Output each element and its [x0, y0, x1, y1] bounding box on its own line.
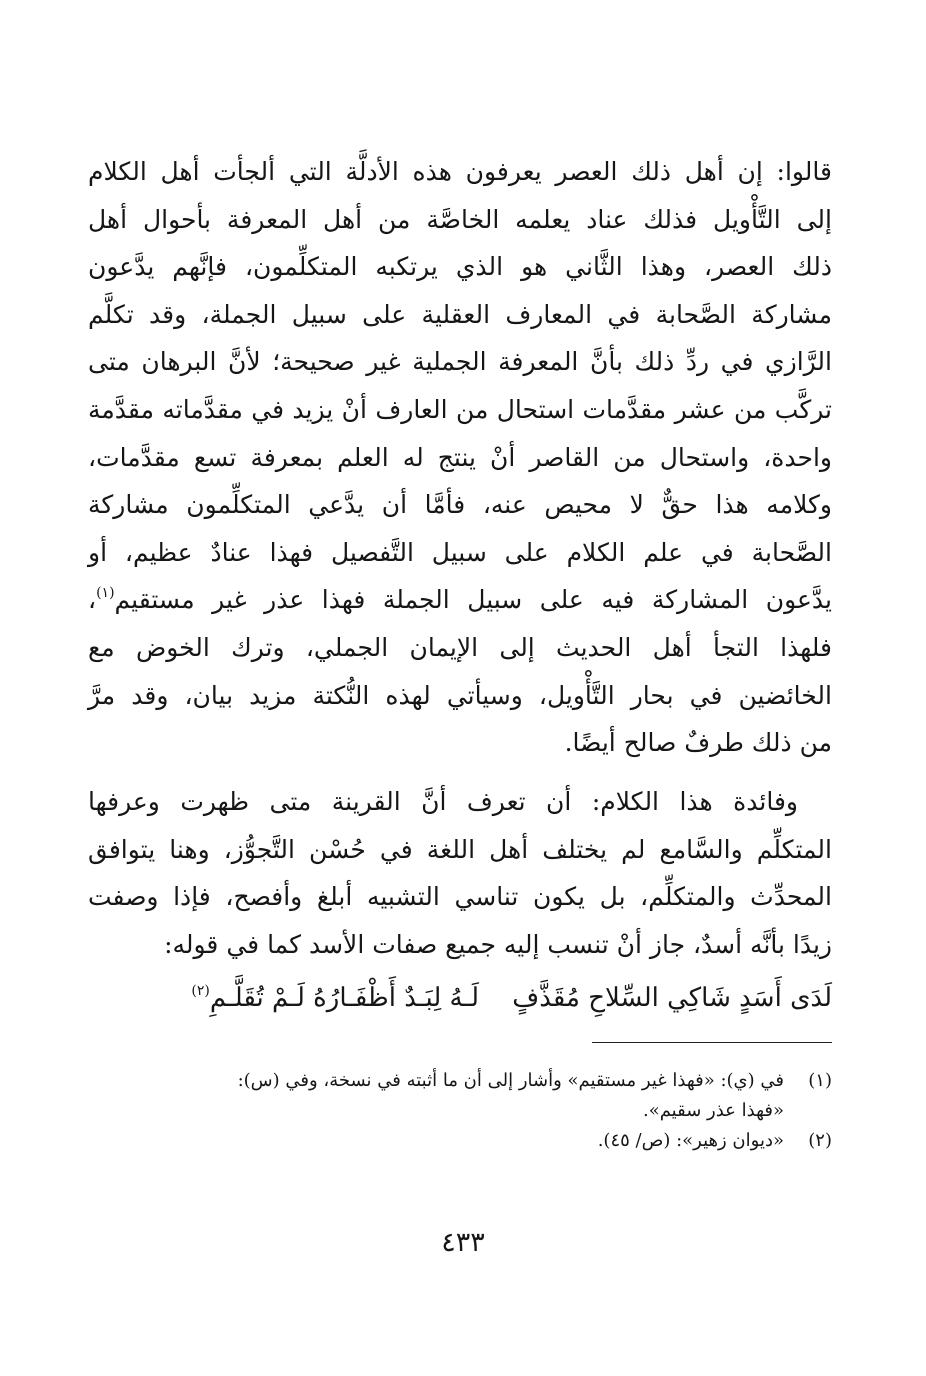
text-line: الخائضين في بحار التَّأْويل، وسيأتي لهذه النُّكتة مزيد بيان، وقد مرَّ: [88, 680, 832, 710]
verse-first-hemistich: لَدَى أَسَدٍ شَاكِي السِّلاحِ مُقَذَّفٍ: [512, 983, 832, 1013]
text-line: زيدًا بأنَّه أسدٌ، جاز أنْ تنسب إليه جميع صفات الأسد كما في قوله:: [164, 929, 832, 959]
punctuation: ،: [88, 585, 97, 615]
verse-second-hemistich-group: [191, 968, 479, 1028]
body-paragraph-2: [88, 778, 832, 968]
text-line: واحدة، واستحال من القاصر أنْ ينتج له العلم بمعرفة تسع مقدَّمات،: [88, 442, 832, 472]
footnote-text-line: «فهذا عذر سقيم».: [642, 1100, 784, 1121]
footnote-1: [88, 1066, 832, 1126]
text-line-with-footnote: [88, 576, 832, 624]
verse-second-hemistich: لَـهُ لِبَـدٌ أَظْفَـارُهُ لَـمْ تُقَلَّـمِ: [209, 983, 479, 1013]
footnote-reference-2[interactable]: (٢): [191, 983, 210, 999]
text-line: ذلك العصر، وهذا الثَّاني هو الذي يرتكبه المتكلِّمون، فإنَّهم يدَّعون: [88, 252, 832, 282]
footnote-number: (١): [808, 1070, 832, 1091]
text-line: إلى التَّأْويل فذلك عناد يعلمه الخاصَّة من أهل المعرفة بأحوال أهل: [88, 204, 832, 234]
footnote-2: [88, 1126, 832, 1156]
poetry-verse: [88, 968, 832, 1028]
text-line: وفائدة هذا الكلام: أن تعرف أنَّ القرينة متى ظهرت وعرفها: [88, 787, 798, 816]
footnote-separator: [592, 1042, 832, 1043]
text-line: مشاركة الصَّحابة في المعارف العقلية على سبيل الجملة، وقد تكلَّم: [88, 299, 832, 329]
text-line: وكلامه هذا حقٌّ لا محيص عنه، فأمَّا أن يدَّعي المتكلِّمون مشاركة: [88, 490, 832, 520]
footnote-reference-1[interactable]: (١): [96, 585, 115, 602]
text-line: المتكلِّم والسَّامع لم يختلف أهل اللغة في حُسْن التَّجوُّز، وهنا يتوافق: [88, 834, 832, 864]
text-line: الرَّازي في ردِّ ذلك بأنَّ المعرفة الجملية غير صحيحة؛ لأنَّ البرهان متى: [88, 347, 832, 377]
footnote-number: (٢): [808, 1130, 832, 1151]
text-line: المحدِّث والمتكلِّم، بل يكون تناسي التشبيه أبلغ وأفصح، فإذا وصفت: [88, 882, 832, 912]
text-line: فلهذا التجأ أهل الحديث إلى الإيمان الجملي، وترك الخوض مع: [88, 632, 832, 662]
text-line: من ذلك طرفٌ صالح أيضًا.: [564, 728, 832, 758]
footnotes-section: [88, 1066, 832, 1156]
text-line: يدَّعون المشاركة فيه على سبيل الجملة فهذا عذر غير مستقيم: [114, 585, 832, 615]
footnote-text-line: في (ي): «فهذا غير مستقيم» وأشار إلى أن ما أثبته في نسخة، وفي (س):: [237, 1070, 784, 1091]
text-line: قالوا: إن أهل ذلك العصر يعرفون هذه الأدلَّة التي ألجأت أهل الكلام: [88, 157, 832, 186]
text-line: تركَّب من عشر مقدَّمات استحال من العارف أنْ يزيد في مقدَّماته مقدَّمة: [88, 394, 832, 424]
text-line: الصَّحابة في علم الكلام على سبيل التَّفصيل فهذا عنادٌ عظيم، أو: [88, 537, 832, 567]
footnote-text-line: «ديوان زهير»: (ص/ ٤٥).: [597, 1130, 784, 1151]
page-number: ٤٣٣: [441, 1227, 485, 1258]
body-paragraph-1: [88, 148, 832, 767]
